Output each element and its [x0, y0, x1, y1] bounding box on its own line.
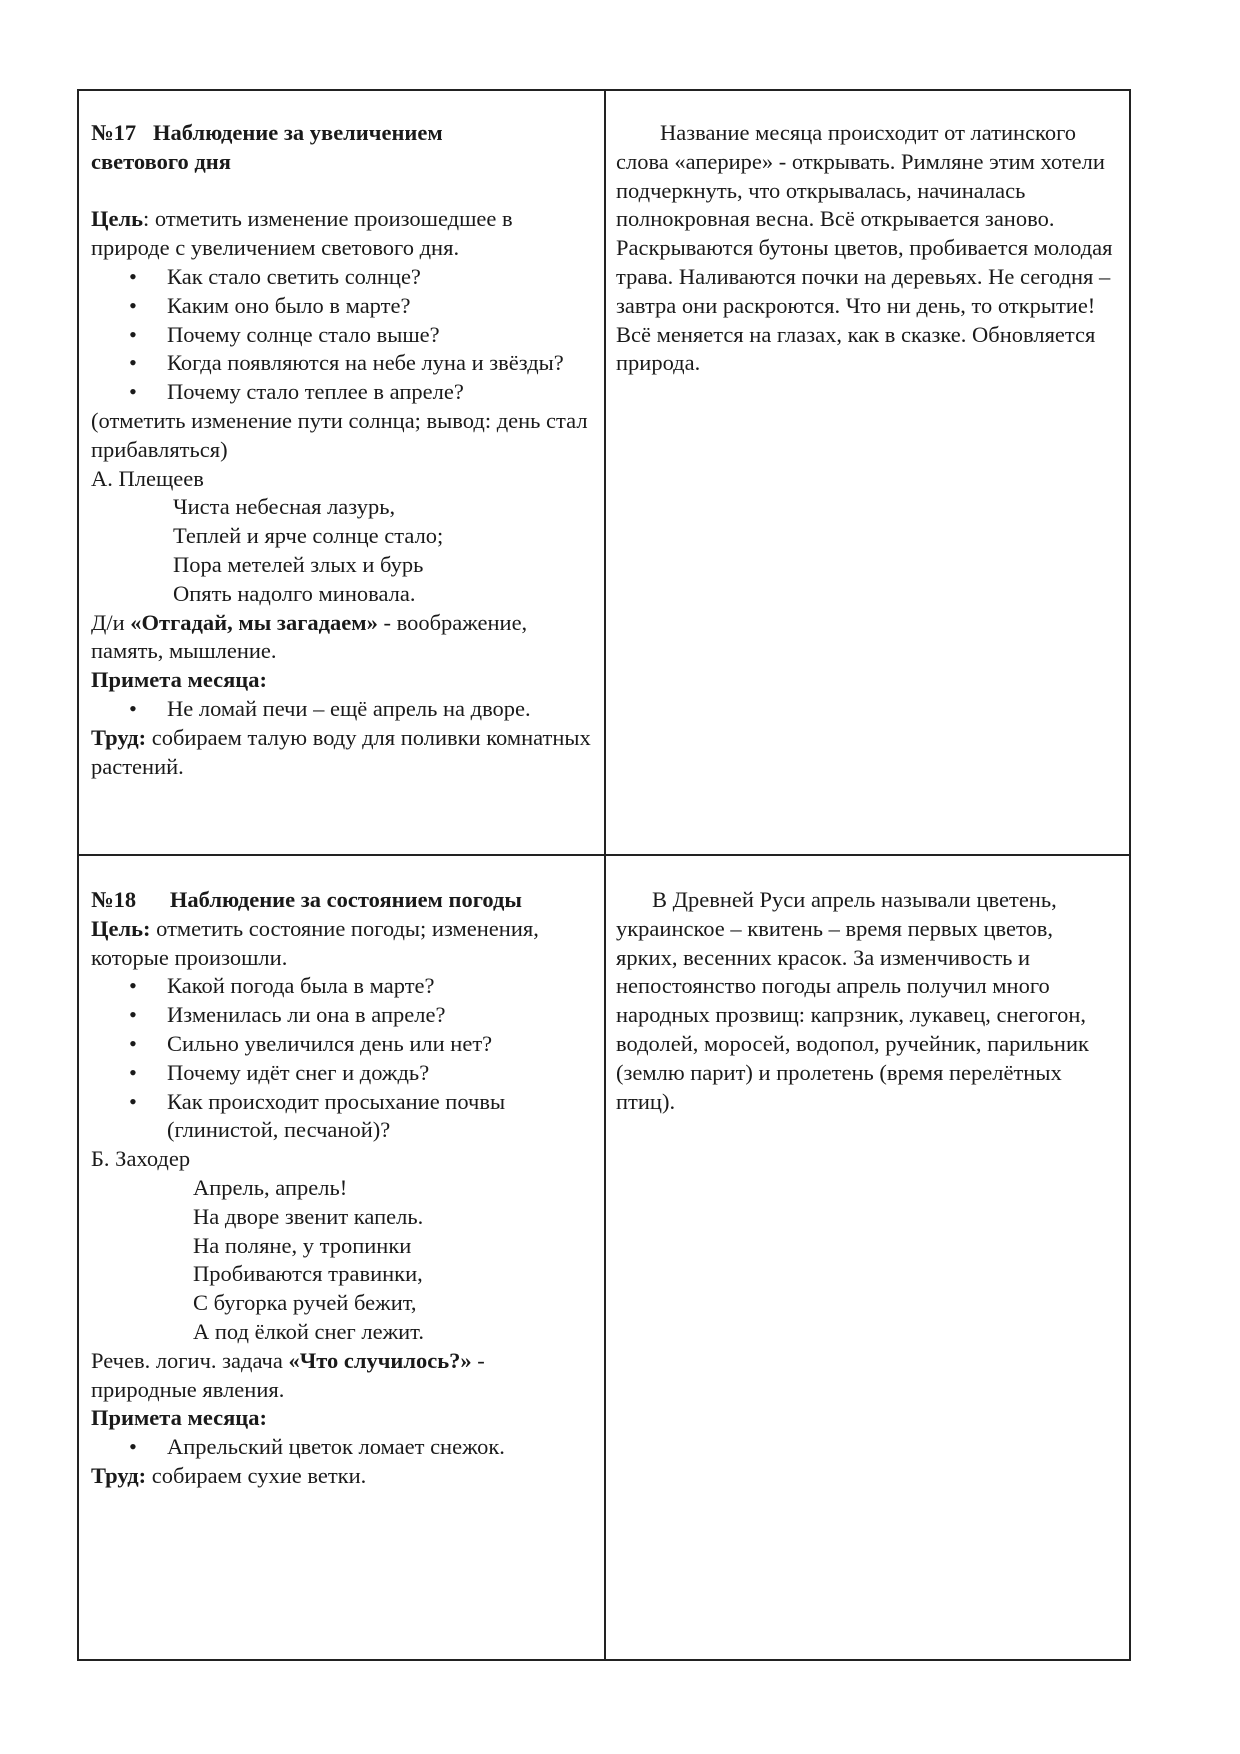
sign-label: Примета месяца:: [91, 1405, 267, 1431]
list-item: • Не ломай печи – ещё апрель на дворе.: [91, 695, 594, 724]
poem-line: С бугорка ручей бежит,: [193, 1290, 417, 1316]
observation-number: №17: [91, 120, 137, 145]
title-line: Наблюдение за увеличением: [153, 120, 443, 145]
list-item: • Каким оно было в марте?: [91, 292, 594, 321]
game-prefix: Д/и: [91, 609, 131, 635]
poem-author: Б. Заходер: [91, 1146, 191, 1172]
info-text: В Древней Руси апрель называли цветень, украинское – квитень – время первых цветов, ярких, весенних красок. За изменчивость и непостоянство погоды апрель получил много народных прозвищ: капрзник, лукавец, снегогон, водолей, моросей, водопол, ручейник, парильник (землю парит) и пролетень (время перелётных птиц).: [616, 887, 1089, 1114]
game-suffix: - воображение, память, мышление.: [91, 609, 528, 664]
goal-label: Цель: [91, 206, 144, 232]
labor: [91, 724, 594, 782]
observation-18-cell: [79, 856, 606, 1659]
list-item: • Сильно увеличился день или нет?: [91, 1030, 594, 1059]
poem-line: Пробиваются травинки,: [193, 1261, 423, 1287]
poem-line: Пора метелей злых и бурь: [173, 551, 424, 577]
poem: [91, 493, 594, 608]
poem-line: Апрель, апрель!: [193, 1174, 348, 1200]
list-item: • Почему стало теплее в апреле?: [91, 378, 594, 407]
info-18-cell: [606, 856, 1129, 1659]
poem: [91, 1174, 594, 1347]
labor-text: собираем сухие ветки.: [146, 1462, 367, 1488]
task-name: «Что случилось?»: [288, 1347, 472, 1373]
goal: [91, 915, 594, 973]
list-item: • Как происходит просыхание почвы (глинистой, песчаной)?: [91, 1088, 594, 1146]
question-list: [91, 263, 594, 407]
poem-line: А под ёлкой снег лежит.: [193, 1318, 424, 1344]
title-line: светового дня: [91, 148, 231, 174]
labor-label: Труд:: [91, 1462, 147, 1488]
info-17-cell: [606, 91, 1129, 856]
task-prefix: Речев. логич. задача: [91, 1347, 289, 1373]
sign-label: Примета месяца:: [91, 667, 267, 693]
observation-17-title: [91, 119, 594, 177]
game-name: «Отгадай, мы загадаем»: [130, 609, 378, 635]
title-line: Наблюдение за состоянием погоды: [169, 887, 522, 912]
labor-text: собираем талую воду для поливки комнатных растений.: [91, 724, 591, 779]
goal: [91, 205, 594, 263]
poem-line: На дворе звенит капель.: [193, 1203, 424, 1229]
list-item: • Апрельский цветок ломает снежок.: [91, 1433, 594, 1462]
observation-table: [77, 89, 1131, 1661]
poem-author: А. Плещеев: [91, 465, 204, 491]
observation-number: №18: [91, 887, 137, 912]
observation-18-title: [91, 886, 594, 915]
goal-text: : отметить изменение произошедшее в природе с увеличением светового дня.: [91, 206, 513, 261]
poem-line: Опять надолго миновала.: [173, 580, 416, 606]
didactic-game: [91, 609, 594, 667]
poem-line: Теплей и ярче солнце стало;: [173, 523, 444, 549]
list-item: • Какой погода была в марте?: [91, 972, 594, 1001]
note: (отметить изменение пути солнца; вывод: день стал прибавляться): [91, 407, 588, 462]
task-suffix: - природные явления.: [91, 1347, 485, 1402]
logic-task: [91, 1347, 594, 1405]
poem-line: Чиста небесная лазурь,: [173, 494, 396, 520]
list-item: • Когда появляются на небе луна и звёзды?: [91, 349, 594, 378]
sign-list: [91, 1433, 594, 1462]
goal-text: отметить состояние погоды; изменения, которые произошли.: [91, 915, 539, 970]
question-list: [91, 972, 594, 1145]
observation-17-cell: [79, 91, 606, 856]
poem-line: На поляне, у тропинки: [193, 1232, 412, 1258]
goal-label: Цель:: [91, 915, 151, 941]
labor: [91, 1462, 594, 1491]
list-item: • Почему солнце стало выше?: [91, 321, 594, 350]
list-item: • Как стало светить солнце?: [91, 263, 594, 292]
sign-list: [91, 695, 594, 724]
info-text: Название месяца происходит от латинского слова «аперире» - открывать. Римляне этим хотели подчеркнуть, что открывалась, начиналась полнокровная весна. Всё открывается заново. Раскрываются бутоны цветов, пробивается молодая трава. Наливаются почки на деревьях. Не сегодня – завтра они раскроются. Что ни день, то открытие! Всё меняется на глазах, как в сказке. Обновляется природа.: [616, 120, 1113, 376]
list-item: • Почему идёт снег и дождь?: [91, 1059, 594, 1088]
list-item: • Изменилась ли она в апреле?: [91, 1001, 594, 1030]
labor-label: Труд:: [91, 724, 147, 750]
